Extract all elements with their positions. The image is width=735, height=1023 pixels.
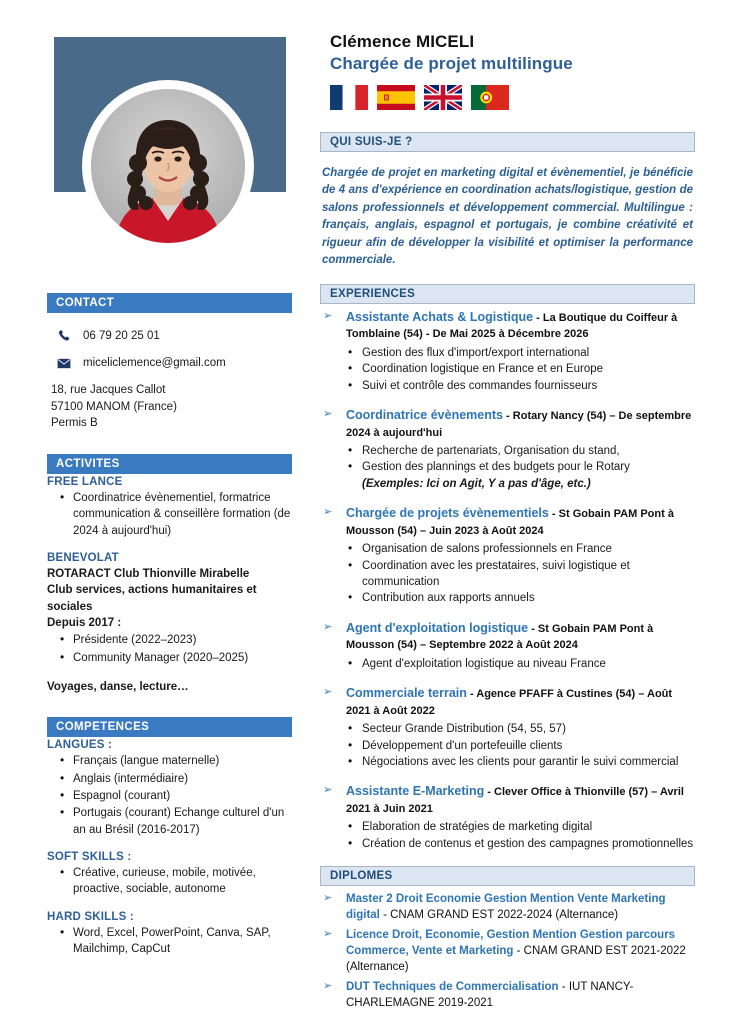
section-header-contact: CONTACT — [47, 293, 292, 313]
experience-bullets — [320, 345, 695, 394]
flag-united-kingdom-icon — [424, 85, 462, 110]
portrait-photo-icon — [91, 89, 245, 243]
section-header-diplomes: DIPLOMES — [320, 866, 695, 886]
list-item: • Coordination logistique en France et en Europe — [362, 361, 695, 377]
list-item: • Secteur Grande Distribution (54, 55, 57) — [362, 721, 695, 737]
experience-meta: - Clever Office à Thionville (57) – Avril 2021 à Juin 2021 — [346, 786, 684, 815]
contact-email-row[interactable] — [47, 355, 292, 371]
list-item: • Anglais (intermédiaire) — [73, 771, 292, 787]
diploma-title: DUT Techniques de Commercialisation — [346, 980, 559, 993]
benevolat-list — [47, 632, 292, 666]
section-header-activites: ACTIVITES — [47, 454, 292, 474]
diploma-title: Licence Droit, Economie, Gestion Mention Gestion parcours Commerce, Vente et Marketing — [346, 928, 676, 958]
diplomes-section — [320, 866, 695, 1011]
hard-skills-list — [47, 925, 292, 958]
benevolat-since: Depuis 2017 : — [47, 616, 122, 629]
experience-bullets — [320, 541, 695, 607]
benevolat-desc: Club services, actions humanitaires et sociales — [47, 584, 257, 613]
langues-title: LANGUES : — [47, 739, 113, 752]
competences-block — [47, 739, 292, 957]
right-column — [320, 32, 695, 1011]
list-item: • Gestion des plannings et des budgets pour le Rotary — [362, 459, 695, 475]
experience-heading — [320, 620, 695, 654]
experience-heading — [320, 309, 695, 343]
list-item: • Coordinatrice évènementiel, formatrice communication & conseillère formation (de 2024 à aujourd'hui) — [73, 490, 292, 539]
experience-title: Assistante E-Marketing — [346, 784, 485, 799]
list-item: • Espagnol (courant) — [73, 788, 292, 804]
benevolat-org: ROTARACT Club Thionville Mirabelle — [47, 568, 250, 580]
experience-note: (Exemples: Ici on Agit, Y a pas d'âge, etc.) — [362, 477, 591, 490]
langues-list — [47, 753, 292, 838]
language-flags — [330, 85, 695, 110]
experience-item — [320, 309, 695, 394]
experiences-section — [320, 284, 695, 852]
list-item: • Négociations avec les clients pour garantir le suivi commercial — [362, 754, 695, 770]
section-header-experiences: EXPERIENCES — [320, 284, 695, 304]
diploma-item — [320, 927, 695, 976]
experience-bullets — [320, 819, 695, 852]
diploma-title: Master 2 Droit Economie Gestion Mention Vente Marketing digital — [346, 893, 666, 922]
photo-block — [47, 25, 292, 275]
envelope-icon — [56, 355, 72, 371]
left-column — [47, 25, 292, 958]
soft-skills-list — [47, 865, 292, 898]
list-item: • Gestion des flux d'import/export international — [362, 345, 695, 361]
freelance-list — [47, 490, 292, 539]
hobbies-text: Voyages, danse, lecture… — [47, 680, 189, 693]
experience-meta: - Agence PFAFF à Custines (54) – Août 2021 à Août 2022 — [346, 688, 673, 717]
experience-title: Coordinatrice évènements — [346, 408, 503, 423]
experience-title: Chargée de projets évènementiels — [346, 506, 549, 521]
experience-title: Assistante Achats & Logistique — [346, 309, 534, 324]
section-header-competences: COMPETENCES — [47, 717, 292, 737]
list-item: • Création de contenus et gestion des campagnes promotionnelles — [362, 836, 695, 852]
experience-meta: - St Gobain PAM Pont à Mousson (54) – Juin 2023 à Août 2024 — [346, 508, 674, 537]
list-item: • Présidente (2022–2023) — [73, 632, 292, 648]
experience-heading — [320, 685, 695, 719]
flag-spain-icon — [377, 85, 415, 110]
contact-phone-row[interactable] — [47, 328, 292, 344]
flag-portugal-icon — [471, 85, 509, 110]
experience-heading — [320, 505, 695, 539]
list-item: • Développement d'un portefeuille clients — [362, 738, 695, 754]
list-item: • Contribution aux rapports annuels — [362, 590, 695, 606]
experience-bullets — [320, 443, 695, 492]
list-item: • Recherche de partenariats, Organisation du stand, — [362, 443, 695, 459]
experience-item — [320, 783, 695, 852]
list-item: • Portugais (courant) Echange culturel d'un an au Brésil (2016-2017) — [73, 805, 292, 838]
diploma-item — [320, 891, 695, 924]
experience-heading — [320, 407, 695, 441]
list-item: • Français (langue maternelle) — [73, 753, 292, 769]
experience-title: Commerciale terrain — [346, 686, 467, 701]
contact-email-value: miceliclemence@gmail.com — [83, 357, 226, 369]
experience-meta: - Rotary Nancy (54) – De septembre 2024 à aujourd'hui — [346, 410, 692, 439]
experience-item — [320, 505, 695, 607]
address-line-3: Permis B — [51, 417, 98, 430]
experience-meta: - La Boutique du Coiffeur à Tomblaine (54) - De Mai 2025 à Décembre 2026 — [346, 311, 678, 341]
hard-skills-title: HARD SKILLS : — [47, 910, 134, 923]
avatar — [91, 89, 245, 243]
experience-bullets — [320, 656, 695, 672]
activites-block — [47, 476, 292, 695]
benevolat-title: BENEVOLAT — [47, 552, 119, 564]
phone-icon — [56, 328, 72, 344]
diploma-meta: - IUT NANCY-CHARLEMAGNE 2019-2021 — [346, 980, 634, 1010]
section-header-about: QUI SUIS-JE ? — [320, 132, 695, 152]
list-item: • Community Manager (2020–2025) — [73, 650, 292, 666]
flag-france-icon — [330, 85, 368, 110]
experience-item — [320, 685, 695, 770]
list-item: • Organisation de salons professionnels en France — [362, 541, 695, 557]
page-title: Clémence MICELI — [330, 32, 475, 51]
about-text: Chargée de projet en marketing digital et évènementiel, je bénéficie de 4 ans d'expérience en coordination achats/logistique, gestion de salons professionnels et développement commercial. Multilingue : français, anglais, espagnol et portugais, je combine créativité et rigueur afin de développer la visibilité et optimiser la performance commerciale. — [322, 167, 693, 267]
experience-item — [320, 407, 695, 492]
list-item: • Agent d'exploitation logistique au niveau France — [362, 656, 695, 672]
experience-bullets — [320, 721, 695, 770]
job-role-subtitle: Chargée de projet multilingue — [330, 54, 573, 73]
list-item: • Créative, curieuse, mobile, motivée, proactive, sociable, autonome — [73, 865, 292, 898]
soft-skills-title: SOFT SKILLS : — [47, 850, 132, 863]
diploma-item — [320, 979, 695, 1012]
diploma-meta: - CNAM GRAND EST 2022-2024 (Alternance) — [379, 909, 619, 922]
list-item: • Suivi et contrôle des commandes fournisseurs — [362, 378, 695, 394]
list-item: • Elaboration de stratégies de marketing digital — [362, 819, 695, 835]
experience-meta: - St Gobain PAM Pont à Mousson (54) – Septembre 2022 à Août 2024 — [346, 622, 654, 652]
experience-item — [320, 620, 695, 672]
list-item: • Word, Excel, PowerPoint, Canva, SAP, Mailchimp, CapCut — [73, 925, 292, 958]
contact-phone-value: 06 79 20 25 01 — [83, 330, 160, 342]
contact-block — [47, 315, 292, 432]
contact-address — [47, 382, 292, 432]
freelance-title: FREE LANCE — [47, 476, 123, 489]
address-line-2: 57100 MANOM (France) — [51, 400, 177, 413]
list-item: • Coordination avec les prestataires, suivi logistique et communication — [362, 558, 695, 591]
about-section — [320, 132, 695, 270]
experience-heading — [320, 783, 695, 817]
address-line-1: 18, rue Jacques Callot — [51, 384, 166, 396]
diploma-meta: - CNAM GRAND EST 2021-2022 (Alternance) — [346, 945, 686, 974]
experience-title: Agent d'exploitation logistique — [346, 620, 529, 635]
